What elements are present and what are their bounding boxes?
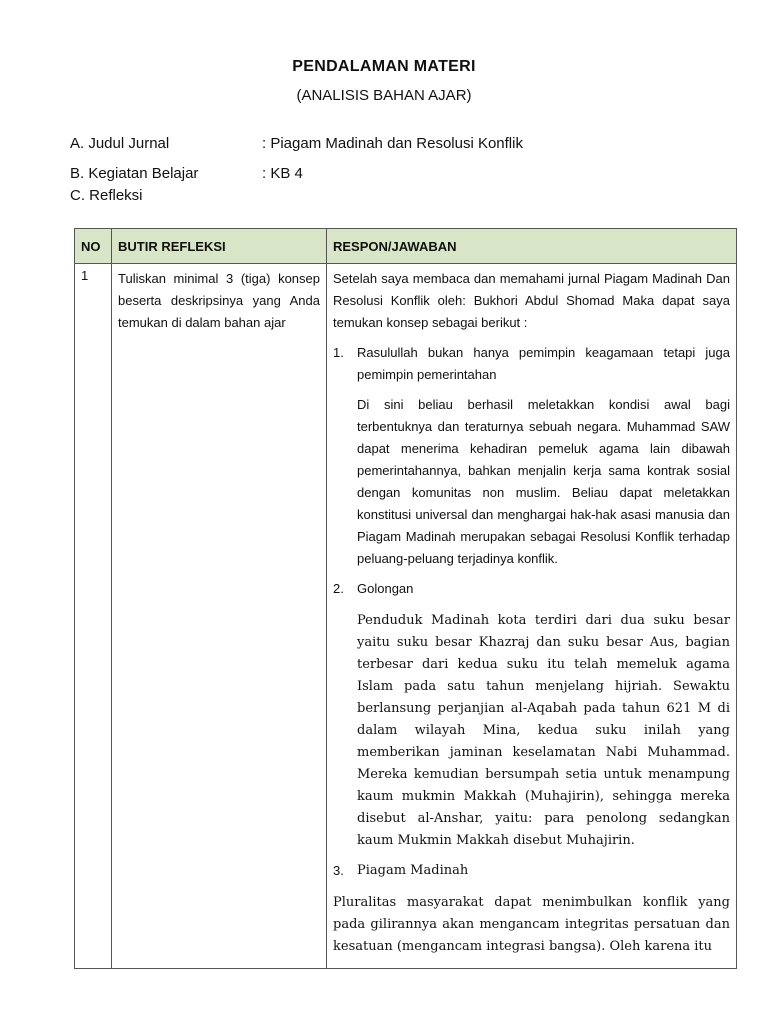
meta-key: B. Kegiatan Belajar [70, 165, 199, 182]
list-item [333, 860, 730, 882]
meta-key: A. Judul Jurnal [70, 135, 170, 152]
page-subtitle: (ANALISIS BAHAN AJAR) [296, 87, 472, 104]
reflection-table [74, 228, 737, 969]
meta-value: : KB 4 [262, 165, 303, 182]
header-no: NO [75, 229, 112, 264]
item-description: Penduduk Madinah kota terdiri dari dua suku besar yaitu suku besar Khazraj dan suku besar Aus, bagian terbesar dari kedua suku itu telah memeluk agama Islam pada satu tahun menjelang hijriah. Sewaktu berlansung perjanjian al-Aqabah pada tahun 621 M di dalam wilayah Mina, kedua suku inilah yang memberikan jaminan keselamatan Nabi Muhammad. Mereka kemudian bersumpah setia untuk menampung kaum mukmin Makkah (Muhajirin), sehingga mereka disebut al-Anshar, yaitu: para penolong sedangkan kaum Mukmin Makkah disebut Muhajirin. [357, 613, 730, 848]
table-row [75, 264, 737, 969]
butir-cell [112, 264, 327, 969]
item-number: 1. [333, 345, 344, 360]
respon-cell [327, 264, 737, 969]
page-title: PENDALAMAN MATERI [292, 58, 476, 75]
item-number: 3. [333, 863, 344, 878]
item-description: Pluralitas masyarakat dapat menimbulkan konflik yang pada gilirannya akan mengancam integritas persatuan dan kesatuan (mengancam integrasi bangsa). Oleh karena itu [333, 895, 730, 954]
respon-intro: Setelah saya membaca dan memahami jurnal Piagam Madinah Dan Resolusi Konflik oleh: Bukhori Abdul Shomad Maka dapat saya temukan konsep sebagai berikut : [333, 271, 730, 330]
table-header-row [75, 229, 737, 264]
item-number: 2. [333, 581, 344, 596]
meta-key: C. Refleksi [70, 187, 143, 204]
meta-value: : Piagam Madinah dan Resolusi Konflik [262, 135, 523, 152]
header-butir-refleksi: BUTIR REFLEKSI [112, 229, 327, 264]
header-respon-jawaban: RESPON/JAWABAN [327, 229, 737, 264]
item-description: Di sini beliau berhasil meletakkan kondisi awal bagi terbentuknya dan teraturnya sebuah negara. Muhammad SAW dapat menerima kehadiran pemeluk agama lain dibawah pemerintahannya, bahkan menjalin kerja sama kontrak sosial dengan komunitas non muslim. Beliau dapat meletakkan konstitusi universal dan menghargai hak-hak asasi manusia dan Piagam Madinah merupakan sebagai Resolusi Konflik terhadap peluang-peluang terjadinya konflik. [357, 397, 730, 566]
item-title: Rasulullah bukan hanya pemimpin keagamaan tetapi juga pemimpin pemerintahan [357, 345, 730, 382]
row-number: 1 [75, 264, 112, 969]
list-item [333, 578, 730, 600]
butir-text: Tuliskan minimal 3 (tiga) konsep beserta deskripsinya yang Anda temukan di dalam bahan ajar [118, 271, 320, 330]
item-title: Piagam Madinah [357, 863, 469, 878]
list-item [333, 342, 730, 386]
item-title: Golongan [357, 581, 414, 596]
